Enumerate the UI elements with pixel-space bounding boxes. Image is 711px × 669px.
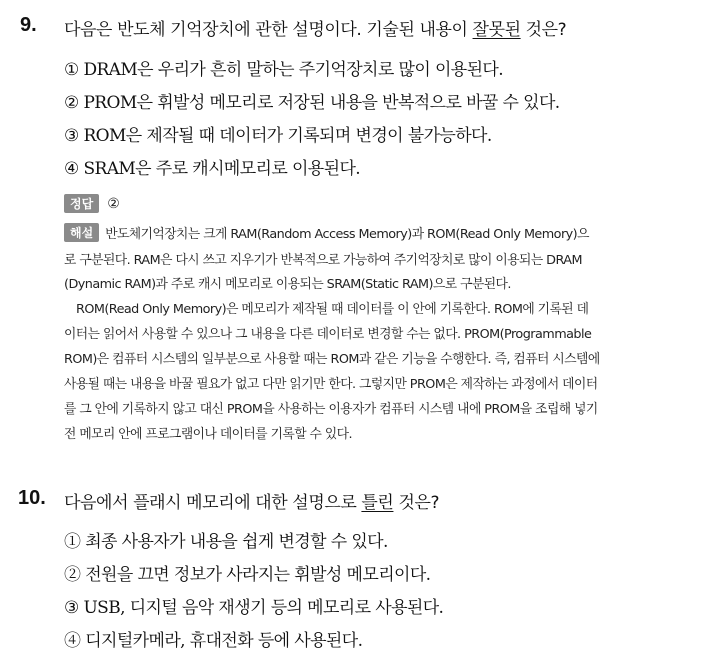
explanation-line-2: 로 구분된다. RAM은 다시 쓰고 지우기가 반복적으로 가능하여 주기억장치로 많이 이용되는 DRAM [64, 253, 582, 268]
question-10-text-after: 것은? [393, 493, 440, 513]
question-10-option-2: ② 전원을 끄면 정보가 사라지는 휘발성 메모리이다. [64, 565, 431, 585]
question-9-option-2: ② PROM은 휘발성 메모리로 저장된 내용을 반복적으로 바꿀 수 있다. [64, 93, 560, 113]
question-10-number: 10. [18, 487, 46, 509]
question-9-option-4: ④ SRAM은 주로 캐시메모리로 이용된다. [64, 159, 361, 179]
explanation-text-1: 반도체기억장치는 크게 RAM(Random Access Memory)과 ROM(Read Only Memory)으 [105, 227, 589, 242]
answer-value: ② [107, 196, 120, 212]
explanation-line-9: 전 메모리 안에 프로그램이나 데이터를 기록할 수 있다. [64, 427, 353, 442]
explanation-line-7: 사용될 때는 내용을 바꿀 필요가 없고 다만 읽기만 한다. 그렇지만 PROM은 제작하는 과정에서 데이터 [64, 377, 598, 392]
question-9-option-1: ① DRAM은 우리가 흔히 말하는 주기억장치로 많이 이용된다. [64, 60, 504, 80]
explanation-line-8: 를 그 안에 기록하지 않고 대신 PROM을 사용하는 이용자가 컴퓨터 시스템 내에 PROM을 조립해 넣기 [64, 402, 598, 417]
explanation-line-4: ROM(Read Only Memory)은 메모리가 제작될 때 데이터를 이 안에 기록한다. ROM에 기록된 데 [76, 302, 589, 317]
explanation-line-5: 이터는 읽어서 사용할 수 있으나 그 내용을 다른 데이터로 변경할 수는 없다. PROM(Programmable [64, 327, 592, 342]
question-10-text-before: 다음에서 플래시 메모리에 대한 설명으로 [64, 493, 362, 513]
question-9-option-3: ③ ROM은 제작될 때 데이터가 기록되며 변경이 불가능하다. [64, 126, 492, 146]
explanation-line-3: (Dynamic RAM)과 주로 캐시 메모리로 이용되는 SRAM(Static RAM)으로 구분된다. [64, 277, 511, 292]
explanation-badge: 해설 [64, 223, 99, 242]
question-9-number: 9. [20, 14, 37, 36]
question-10-option-3: ③ USB, 디지털 음악 재생기 등의 메모리로 사용된다. [64, 598, 444, 618]
question-9-text-before: 다음은 반도체 기억장치에 관한 설명이다. 기술된 내용이 [64, 20, 473, 40]
explanation-line-6: ROM)은 컴퓨터 시스템의 일부분으로 사용할 때는 ROM과 같은 기능을 수행한다. 즉, 컴퓨터 시스템에 [64, 352, 600, 367]
question-10-option-4: ④ 디지털카메라, 휴대전화 등에 사용된다. [64, 631, 363, 651]
explanation-line-1 [64, 223, 589, 243]
question-9-text-after: 것은? [520, 20, 567, 40]
question-10-text [64, 488, 439, 513]
question-9-text-underlined: 잘못된 [472, 20, 521, 40]
question-9-text [64, 15, 566, 40]
answer-row [64, 193, 120, 213]
question-10-option-1: ① 최종 사용자가 내용을 쉽게 변경할 수 있다. [64, 532, 388, 552]
question-10-text-underlined: 틀린 [361, 493, 394, 513]
answer-badge: 정답 [64, 194, 99, 213]
